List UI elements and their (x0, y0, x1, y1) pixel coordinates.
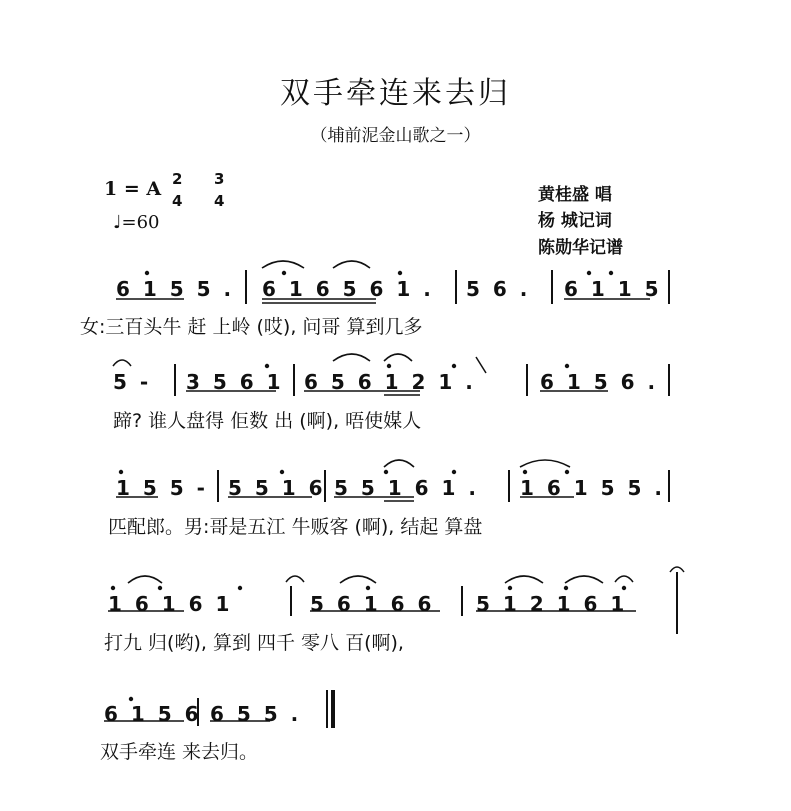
system-1-measure-2: 6 1 6 5 6 1 . (262, 277, 434, 301)
system-4-measure-1: 1 6 1 6 1 (108, 592, 233, 616)
system-3-measure-2: 5 5 1 6 (228, 476, 326, 500)
fermata (615, 576, 633, 582)
octave-dot (384, 470, 388, 474)
system-1-measure-3: 5 6 . (466, 277, 531, 301)
key-signature: 1 = A (104, 178, 162, 200)
slur-arc (333, 261, 370, 268)
octave-dot (238, 586, 242, 590)
octave-dot (523, 470, 527, 474)
song-title: 双手牵连来去归 (280, 76, 511, 111)
time-signature-1-numerator: 2 (172, 170, 183, 188)
system-4-measure-3: 5 1 2 1 6 1 (476, 592, 628, 616)
slur-arc (262, 261, 304, 268)
system-2-measure-2: 3 5 6 1 (186, 370, 284, 394)
system-1-measure-1: 6 1 5 5 . (116, 277, 235, 301)
slur-arc (384, 460, 414, 467)
system-5-measure-2: 6 5 5 . (210, 702, 302, 726)
system-2-measure-3: 6 5 6 1 2 1 . (304, 370, 476, 394)
system-3-measure-1: 1 5 5 - (116, 476, 208, 500)
system-5-lyrics: 双手牵连 来去归。 (100, 741, 259, 763)
fermata (670, 567, 684, 572)
fermata (113, 360, 131, 366)
credit-lyricist: 杨 城记词 (538, 211, 612, 231)
system-4-lyrics: 打九 归(哟), 算到 四千 零八 百(啊), (104, 632, 404, 654)
system-3-measure-4: 1 6 1 5 5 . (520, 476, 665, 500)
system-3-measure-3: 5 5 1 6 1 . (334, 476, 479, 500)
octave-dot (387, 364, 391, 368)
octave-dot (398, 271, 402, 275)
slur-arc (520, 460, 570, 467)
octave-dot (452, 470, 456, 474)
slur-arc (128, 576, 162, 583)
time-signature-2-denominator: 4 (214, 192, 225, 210)
system-2-lyrics: 蹄? 谁人盘得 佢数 出 (啊), 唔使媒人 (113, 410, 422, 432)
system-1-measure-4: 6 1 1 5 (564, 277, 662, 301)
slur-arc (333, 354, 370, 361)
credit-singer: 黄桂盛 唱 (538, 185, 612, 205)
octave-dot (587, 271, 591, 275)
fermata (286, 576, 304, 582)
time-signature-2-numerator: 3 (214, 170, 225, 188)
system-2-measure-4: 6 1 5 6 . (540, 370, 659, 394)
grace-mark (476, 357, 486, 373)
time-signature-1-denominator: 4 (172, 192, 183, 210)
octave-dot (111, 586, 115, 590)
system-1-lyrics: 女:三百头牛 赶 上岭 (哎), 问哥 算到几多 (80, 316, 423, 338)
slur-arc (565, 576, 603, 583)
octave-dot (565, 364, 569, 368)
system-4-measure-2: 5 6 1 6 6 (310, 592, 435, 616)
system-2-measure-1: 5 - (113, 370, 152, 394)
octave-dot (282, 271, 286, 275)
octave-dot (158, 586, 162, 590)
song-subtitle: （埔前泥金山歌之一） (310, 126, 481, 146)
slur-arc (340, 576, 376, 583)
credit-notation: 陈勋华记谱 (538, 238, 623, 258)
octave-dot (508, 586, 512, 590)
octave-dot (564, 586, 568, 590)
slur-arc (505, 576, 543, 583)
octave-dot (609, 271, 613, 275)
system-5-measure-1: 6 1 5 6 (104, 702, 202, 726)
octave-dot (129, 697, 133, 701)
octave-dot (265, 364, 269, 368)
octave-dot (565, 470, 569, 474)
system-3-lyrics: 匹配郎。男:哥是五江 牛贩客 (啊), 结起 算盘 (108, 516, 483, 538)
octave-dot (622, 586, 626, 590)
octave-dot (280, 470, 284, 474)
octave-dot (452, 364, 456, 368)
octave-dot (119, 470, 123, 474)
tempo-marking: ♩=60 (113, 212, 160, 233)
octave-dot (366, 586, 370, 590)
slur-arc (384, 354, 412, 361)
octave-dot (145, 271, 149, 275)
